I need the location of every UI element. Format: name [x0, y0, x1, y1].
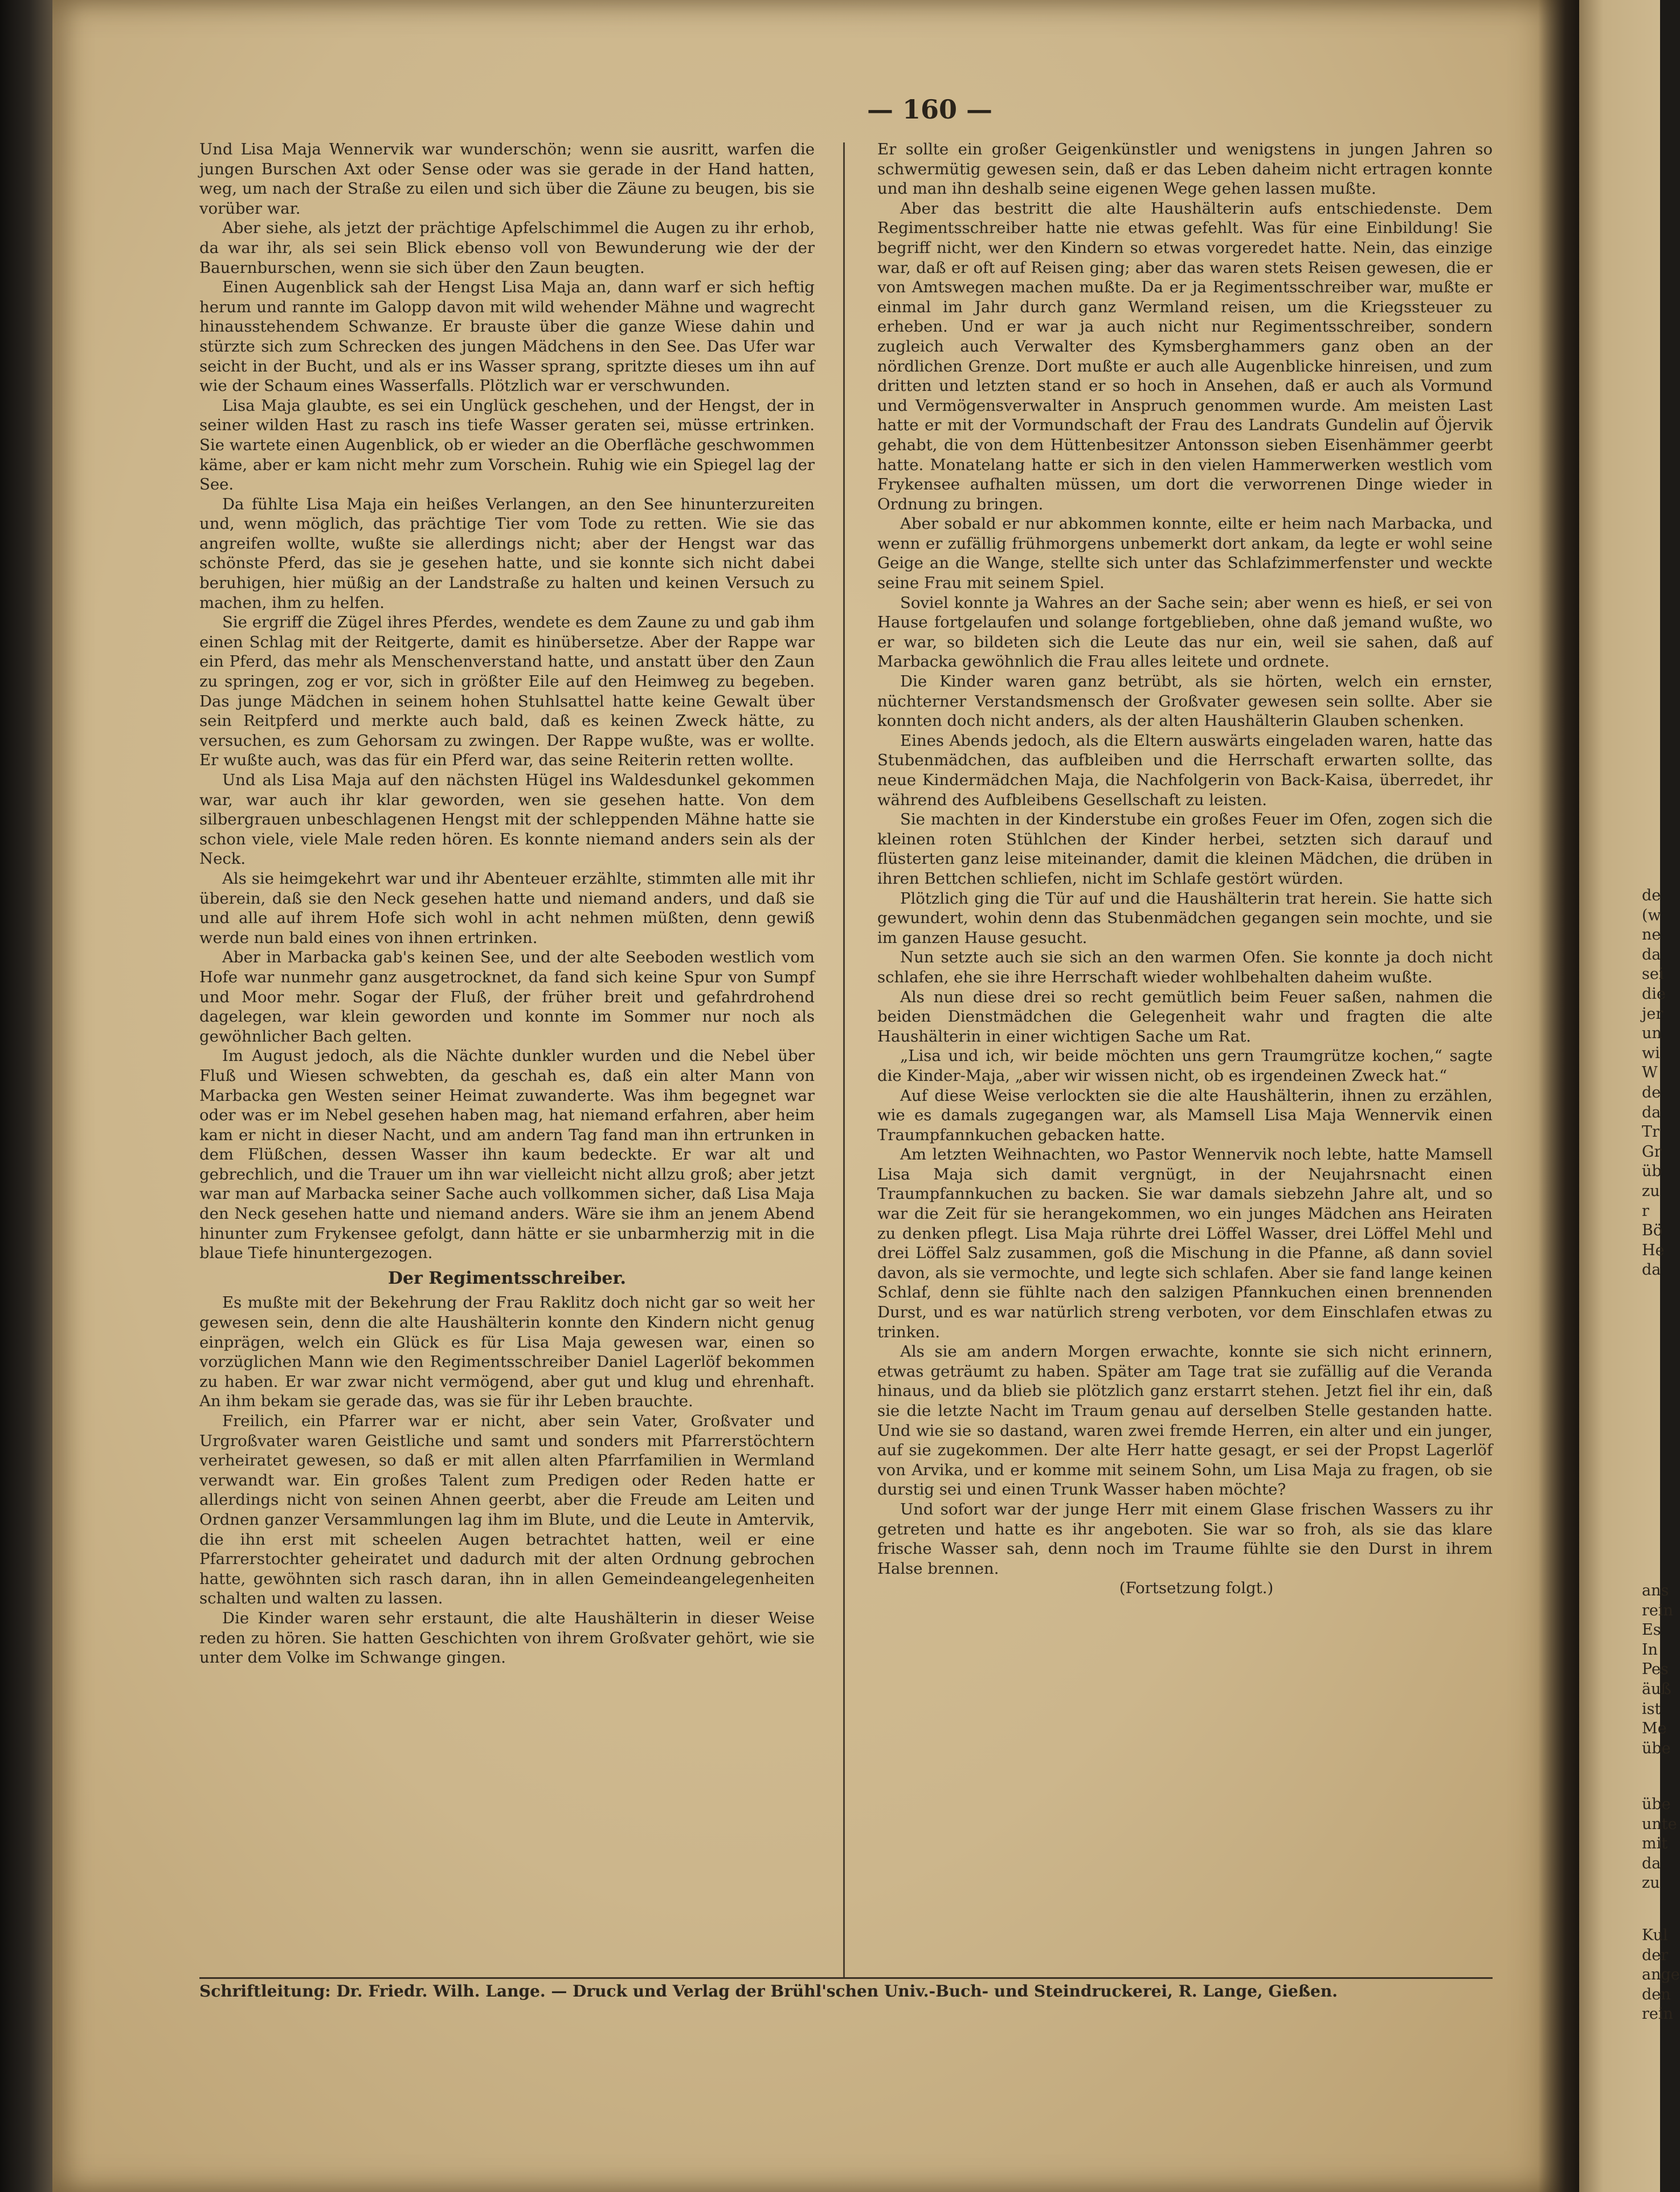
fragment-line: ist: [1642, 1700, 1661, 1718]
paragraph: Sie machten in der Kinderstube ein großes Feuer im Ofen, zogen sich die kleinen roten Stühlchen der Kinder herbei, setzten sich darauf und flüsterten ganz leise miteinander, damit die kleinen Mädchen, die drüben in ihren Bettchen schliefen, nicht im Schlafe gestört würden.: [877, 810, 1493, 888]
adjacent-page-fragment: [1642, 1581, 1673, 1758]
column-divider: [843, 142, 845, 1977]
paragraph: Als sie heimgekehrt war und ihr Abenteuer erzählte, stimmten alle mit ihr überein, daß sie den Neck gesehen hatte und niemand anders, und daß sie und alle auf ihrem Hofe sich wohl in acht nehmen müßten, denn gewiß werde nun bald eines von ihnen ertrinken.: [199, 869, 815, 947]
paragraph: Da fühlte Lisa Maja ein heißes Verlangen, an den See hinunterzureiten und, wenn möglich, das prächtige Tier vom Tode zu retten. Wie sie das angreifen wollte, wußte sie allerdings nicht; aber der Hengst war das schönste Pferd, das sie je gesehen hatte, und sie konnte sich nicht dabei beruhigen, hier müßig an der Landstraße zu halten und keinen Versuch zu machen, ihm zu helfen.: [199, 495, 815, 612]
right-text-column: [877, 140, 1493, 1598]
fragment-line: mit: [1642, 1835, 1668, 1853]
fragment-line: W: [1642, 1064, 1658, 1082]
paragraph: „Lisa und ich, wir beide möchten uns gern Traumgrütze kochen,“ sagte die Kinder-Maja, „aber wir wissen nicht, ob es irgendeinen Zweck hat.“: [877, 1047, 1493, 1085]
paragraph: Aber das bestritt die alte Haushälterin aufs entschiedenste. Dem Regimentsschreiber hatte nie etwas gefehlt. Was für eine Einbildung! Sie begriff nicht, wer den Kindern so etwas vorgeredet hatte. Nein, das einzige war, daß er oft auf Reisen ging; aber das waren stets Reisen gewesen, die er von Amtswegen machen mußte. Da er ja Regimentsschreiber war, mußte er einmal im Jahr durch ganz Wermland reisen, um die Kriegssteuer zu erheben. Und er war ja auch nicht nur Regimentsschreiber, sondern zugleich auch Verwalter des Kymsberghammers ganz oben an der nördlichen Grenze. Dort mußte er auch alle Augenblicke hinreisen, und zum dritten und letzten stand er so hoch in Ansehen, daß er auch als Vormund und Vermögensverwalter in Anspruch genommen wurde. Am meisten Last hatte er mit der Vormundschaft der Frau des Landrats Gundelin auf Öjervik gehabt, die von dem Hüttenbesitzer Antonsson sieben Eisenhämmer geerbt hatte. Monatelang hatte er sich in den vielen Hammerwerken westlich vom Frykensee aufhalten müssen, um dort die verworrenen Dinge wieder in Ordnung zu bringen.: [877, 199, 1493, 513]
fragment-line: üb: [1642, 1162, 1662, 1181]
paragraph: Am letzten Weihnachten, wo Pastor Wennervik noch lebte, hatte Mamsell Lisa Maja sich damit vergnügt, in der Neujahrsnacht einen Traumpfannkuchen zu backen. Sie war damals siebzehn Jahre alt, und so war die Zeit für sie herangekommen, wo ein junges Mädchen ans Heiraten zu denken pflegt. Lisa Maja rührte drei Löffel Wasser, drei Löffel Mehl und drei Löffel Salz zusammen, goß die Mischung in die Pfanne, aß dann soviel davon, als sie vermochte, und legte sich schlafen. Aber sie fand lange keinen Schlaf, denn sie fühlte nach den salzigen Pfannkuchen einen brennenden Durst, und es war natürlich streng verboten, vor dem Einschlafen etwas zu trinken.: [877, 1145, 1493, 1341]
fragment-line: (w: [1642, 906, 1661, 924]
paragraph: Aber in Marbacka gab's keinen See, und der alte Seeboden westlich vom Hofe war nunmehr ganz ausgetrocknet, da fand sich keine Spur von Sumpf und Moor mehr. Sogar der Fluß, der früher breit und gefahrdrohend dagelegen, war klein geworden und konnte im Sommer nur noch als gewöhnlicher Bach gelten.: [199, 948, 815, 1046]
paragraph: Plötzlich ging die Tür auf und die Haushälterin trat herein. Sie hatte sich gewundert, wohin denn das Stubenmädchen gegangen sein mochte, und sie im ganzen Hause gesucht.: [877, 889, 1493, 947]
fragment-line: den: [1642, 1985, 1671, 2003]
fragment-line: ange: [1642, 1966, 1680, 1984]
fragment-line: sei: [1642, 965, 1664, 983]
fragment-line: da: [1642, 1261, 1661, 1279]
paragraph: Als nun diese drei so recht gemütlich beim Feuer saßen, nahmen die beiden Dienstmädchen die Gelegenheit wahr und fragten die alte Haushälterin in einer wichtigen Sache um Rat.: [877, 987, 1493, 1046]
paragraph: Nun setzte auch sie sich an den warmen Ofen. Sie konnte ja doch nicht schlafen, ehe sie ihre Herrschaft wieder wohlbehalten daheim wußte.: [877, 948, 1493, 986]
paragraph: Und Lisa Maja Wennervik war wunderschön; wenn sie ausritt, warfen die jungen Burschen Axt oder Sense oder was sie gerade in der Hand hatten, weg, um nach der Straße zu eilen und sich über die Zäune zu beugen, bis sie vorüber war.: [199, 140, 815, 218]
fragment-line: zu: [1642, 1182, 1660, 1200]
fragment-line: Gr: [1642, 1142, 1662, 1161]
fragment-line: rein: [1642, 2005, 1673, 2023]
fragment-line: äuß: [1642, 1680, 1671, 1698]
section-heading: Der Regimentsschreiber.: [388, 1268, 626, 1288]
paragraph: Aber sobald er nur abkommen konnte, eilte er heim nach Marbacka, und wenn er zufällig frühmorgens unbemerkt dort ankam, da legte er wohl seine Geige an die Wange, stellte sich unter das Schlafzimmerfenster und weckte seine Frau mit seinem Spiel.: [877, 515, 1493, 593]
left-text-column: [199, 140, 815, 1668]
fragment-line: übe: [1642, 1739, 1671, 1757]
paragraph: Auf diese Weise verlockten sie die alte Haushälterin, ihnen zu erzählen, wie es damals zugegangen war, als Mamsell Lisa Maja Wennervik einen Traumpfannkuchen gebacken hatte.: [877, 1086, 1493, 1144]
fragment-line: übe: [1642, 1795, 1671, 1813]
adjacent-page-fragment: [1642, 1926, 1680, 2024]
fragment-line: Me: [1642, 1720, 1667, 1738]
fragment-line: Kul: [1642, 1926, 1668, 1944]
fragment-line: r: [1642, 1202, 1649, 1220]
fragment-line: da: [1642, 1103, 1661, 1121]
fragment-line: ans: [1642, 1582, 1669, 1599]
book-cover-edge: [0, 0, 52, 2192]
paragraph: Lisa Maja glaubte, es sei ein Unglück geschehen, und der Hengst, der in seiner wilden Hast zu rasch ins tiefe Wasser geraten sei, müsse ertrinken. Sie wartete einen Augenblick, ob er wieder an die Oberfläche geschwommen käme, aber er kam nicht mehr zum Vorschein. Ruhig wie ein Spiegel lag der See.: [199, 396, 815, 494]
paragraph: Und sofort war der junge Herr mit einem Glase frischen Wassers zu ihr getreten und hatte es ihr angeboten. Sie war so froh, als sie das klare frische Wasser sah, denn noch im Traume fühlte sie den Durst in ihrem Halse brennen.: [877, 1500, 1493, 1578]
fragment-line: He: [1642, 1241, 1665, 1259]
fragment-line: da: [1642, 1854, 1661, 1872]
paragraph: Die Kinder waren ganz betrübt, als sie hörten, welch ein ernster, nüchterner Verstandsmensch der Großvater gewesen sein sollte. Aber sie konnten doch nicht anders, als der alten Haushälterin Glauben schenken.: [877, 672, 1493, 730]
fragment-line: unte: [1642, 1815, 1677, 1833]
fragment-line: rein: [1642, 1601, 1673, 1619]
adjacent-page-fragment: [1642, 1795, 1677, 1893]
fragment-line: Pes: [1642, 1660, 1669, 1679]
fragment-line: In: [1642, 1640, 1658, 1659]
continuation-note: (Fortsetzung folgt.): [1119, 1579, 1274, 1598]
fragment-line: de: [1642, 1083, 1661, 1101]
fragment-line: Tr: [1642, 1123, 1659, 1141]
imprint-footer: Schriftleitung: Dr. Friedr. Wilh. Lange. — Druck und Verlag der Brühl'schen Univ.-Buch- und Steindruckerei, R. Lange, Gießen.: [199, 1982, 1338, 2001]
fragment-line: Es: [1642, 1621, 1661, 1639]
paragraph: Im August jedoch, als die Nächte dunkler wurden und die Nebel über Fluß und Wiesen schwebten, da geschah es, daß ein alter Mann von Marbacka gen Westen seiner Heimat zuwanderte. Was ihm begegnet war oder was er im Nebel gesehen haben mag, hat niemand erfahren, aber heim kam er nicht in dieser Nacht, und am andern Tag fand man ihn ertrunken in dem Flüßchen, dessen Wasser ihn kaum bedeckte. Er war alt und gebrechlich, und die Trauer um ihn war vielleicht nicht allzu groß; aber jetzt war man auf Marbacka seiner Sache auch vollkommen sicher, daß Lisa Maja den Neck gesehen hatte und niemand anders. Wäre sie ihm an jenem Abend hinunter zum Frykensee gefolgt, dann hätte er sie unbarmherzig mit in die blaue Tiefe hinuntergezogen.: [199, 1047, 815, 1263]
fragment-line: un: [1642, 1024, 1662, 1043]
fragment-line: ne: [1642, 926, 1661, 944]
page-number: — 160 —: [866, 94, 993, 125]
fragment-line: zu: [1642, 1874, 1660, 1892]
adjacent-page-fragment: [1642, 886, 1665, 1280]
paragraph: Soviel konnte ja Wahres an der Sache sein; aber wenn es hieß, er sei von Hause fortgelaufen und solange fortgeblieben, ohne daß jemand wußte, wo er war, so bildeten sich die Leute das nur ein, weil sie sahen, daß auf Marbacka gewöhnlich die Frau alles leitete und ordnete.: [877, 593, 1493, 671]
book-gutter: [1538, 0, 1584, 2192]
paragraph: Aber siehe, als jetzt der prächtige Apfelschimmel die Augen zu ihr erhob, da war ihr, als sei sein Blick ebenso voll von Bewunderung wie der der Bauernburschen, wenn sie sich über den Zaun beugten.: [199, 219, 815, 277]
footer-rule: [199, 1977, 1493, 1979]
fragment-line: wi: [1642, 1044, 1660, 1062]
paragraph: Es mußte mit der Bekehrung der Frau Raklitz doch nicht gar so weit her gewesen sein, denn die alte Haushälterin konnte den Kindern nicht genug einprägen, welch ein Glück es für Lisa Maja gewesen war, einen so vorzüglichen Mann wie den Regimentsschreiber Daniel Lagerlöf bekommen zu haben. Er war zwar nicht vermögend, aber gut und klug und ehrenhaft. An ihm bekam sie gerade das, was sie für ihr Leben brauchte.: [199, 1293, 815, 1411]
fragment-line: die: [1642, 985, 1666, 1003]
paragraph: Die Kinder waren sehr erstaunt, die alte Haushälterin in dieser Weise reden zu hören. Sie hatten Geschichten von ihrem Großvater gehört, wie sie unter dem Volke im Schwange gingen.: [199, 1609, 815, 1667]
paragraph: Sie ergriff die Zügel ihres Pferdes, wendete es dem Zaune zu und gab ihm einen Schlag mit der Reitgerte, damit es hinübersetze. Aber der Rappe war ein Pferd, das mehr als Menschenverstand hatte, und anstatt über den Zaun zu springen, zog er vor, sich in größter Eile auf den Heimweg zu begeben. Das junge Mädchen in seinem hohen Stuhlsattel hatte keine Gewalt über sein Reitpferd und merkte auch bald, daß es keinen Zweck hätte, zu versuchen, es zum Gehorsam zu zwingen. Der Rappe wußte, was er wollte. Er wußte auch, was das für ein Pferd war, das seine Reiterin retten wollte.: [199, 613, 815, 770]
paragraph: Freilich, ein Pfarrer war er nicht, aber sein Vater, Großvater und Urgroßvater waren Geistliche und samt und sonders mit Pfarrerstöchtern verheiratet gewesen, so daß er mit allen alten Pfarrfamilien in Wermland verwandt war. Ein großes Talent zum Predigen oder Reden hatte er allerdings nicht von seinen Ahnen geerbt, aber die Freude am Leiten und Ordnen ganzer Versammlungen lag ihm im Blute, und die Leute in Amtervik, die ihn erst mit scheelen Augen betrachtet hatten, weil er eine Pfarrerstochter geheiratet und dadurch mit der alten Ordnung gebrochen hatte, gewöhnten sich rasch daran, ihn in allen Gemeindeangelegenheiten schalten und walten zu lassen.: [199, 1412, 815, 1608]
paragraph: Als sie am andern Morgen erwachte, konnte sie sich nicht erinnern, etwas geträumt zu haben. Später am Tage trat sie zufällig auf die Veranda hinaus, und da blieb sie plötzlich ganz erstarrt stehen. Jetzt fiel ihr ein, daß sie die letzte Nacht im Traum genau auf derselben Stelle gestanden hatte. Und wie sie so dastand, waren zwei fremde Herren, ein alter und ein junger, auf sie zugekommen. Der alte Herr hatte gesagt, er sei der Propst Lagerlöf von Arvika, und er komme mit seinem Sohn, um Lisa Maja zu fragen, ob sie durstig sei und einen Trunk Wasser haben möchte?: [877, 1342, 1493, 1499]
paragraph: Einen Augenblick sah der Hengst Lisa Maja an, dann warf er sich heftig herum und rannte im Galopp davon mit wild wehender Mähne und wagrecht hinausstehendem Schwanze. Er brauste über die ganze Wiese dahin und stürzte sich zum Schrecken des jungen Mädchens in den See. Das Ufer war seicht in der Bucht, und als er ins Wasser sprang, spritzte dieses um ihn auf wie der Schaum eines Wasserfalls. Plötzlich war er verschwunden.: [199, 278, 815, 395]
paragraph: Eines Abends jedoch, als die Eltern auswärts eingeladen waren, hatte das Stubenmädchen, das aufbleiben und die Herrschaft erwarten sollte, das neue Kindermädchen Maja, die Nachfolgerin von Back-Kaisa, überredet, ihr während des Aufbleibens Gesellschaft zu leisten.: [877, 731, 1493, 809]
paragraph: Und als Lisa Maja auf den nächsten Hügel ins Waldesdunkel gekommen war, war auch ihr klar geworden, wen sie gesehen hatte. Von dem silbergrauen unbeschlagenen Hengst mit der schleppenden Mähne hatte sie schon viele, viele Male reden hören. Es konnte niemand anders sein als der Neck.: [199, 771, 815, 868]
fragment-line: Bö: [1642, 1222, 1663, 1240]
fragment-line: der: [1642, 1946, 1669, 1964]
paragraph: Er sollte ein großer Geigenkünstler und wenigstens in jungen Jahren so schwermütig gewesen sein, daß er das Leben daheim nicht ertragen konnte und man ihn deshalb seine eigenen Wege gehen lassen mußte.: [877, 140, 1493, 198]
fragment-line: de: [1642, 887, 1661, 904]
fragment-line: jer: [1642, 1005, 1663, 1023]
fragment-line: da: [1642, 945, 1661, 964]
